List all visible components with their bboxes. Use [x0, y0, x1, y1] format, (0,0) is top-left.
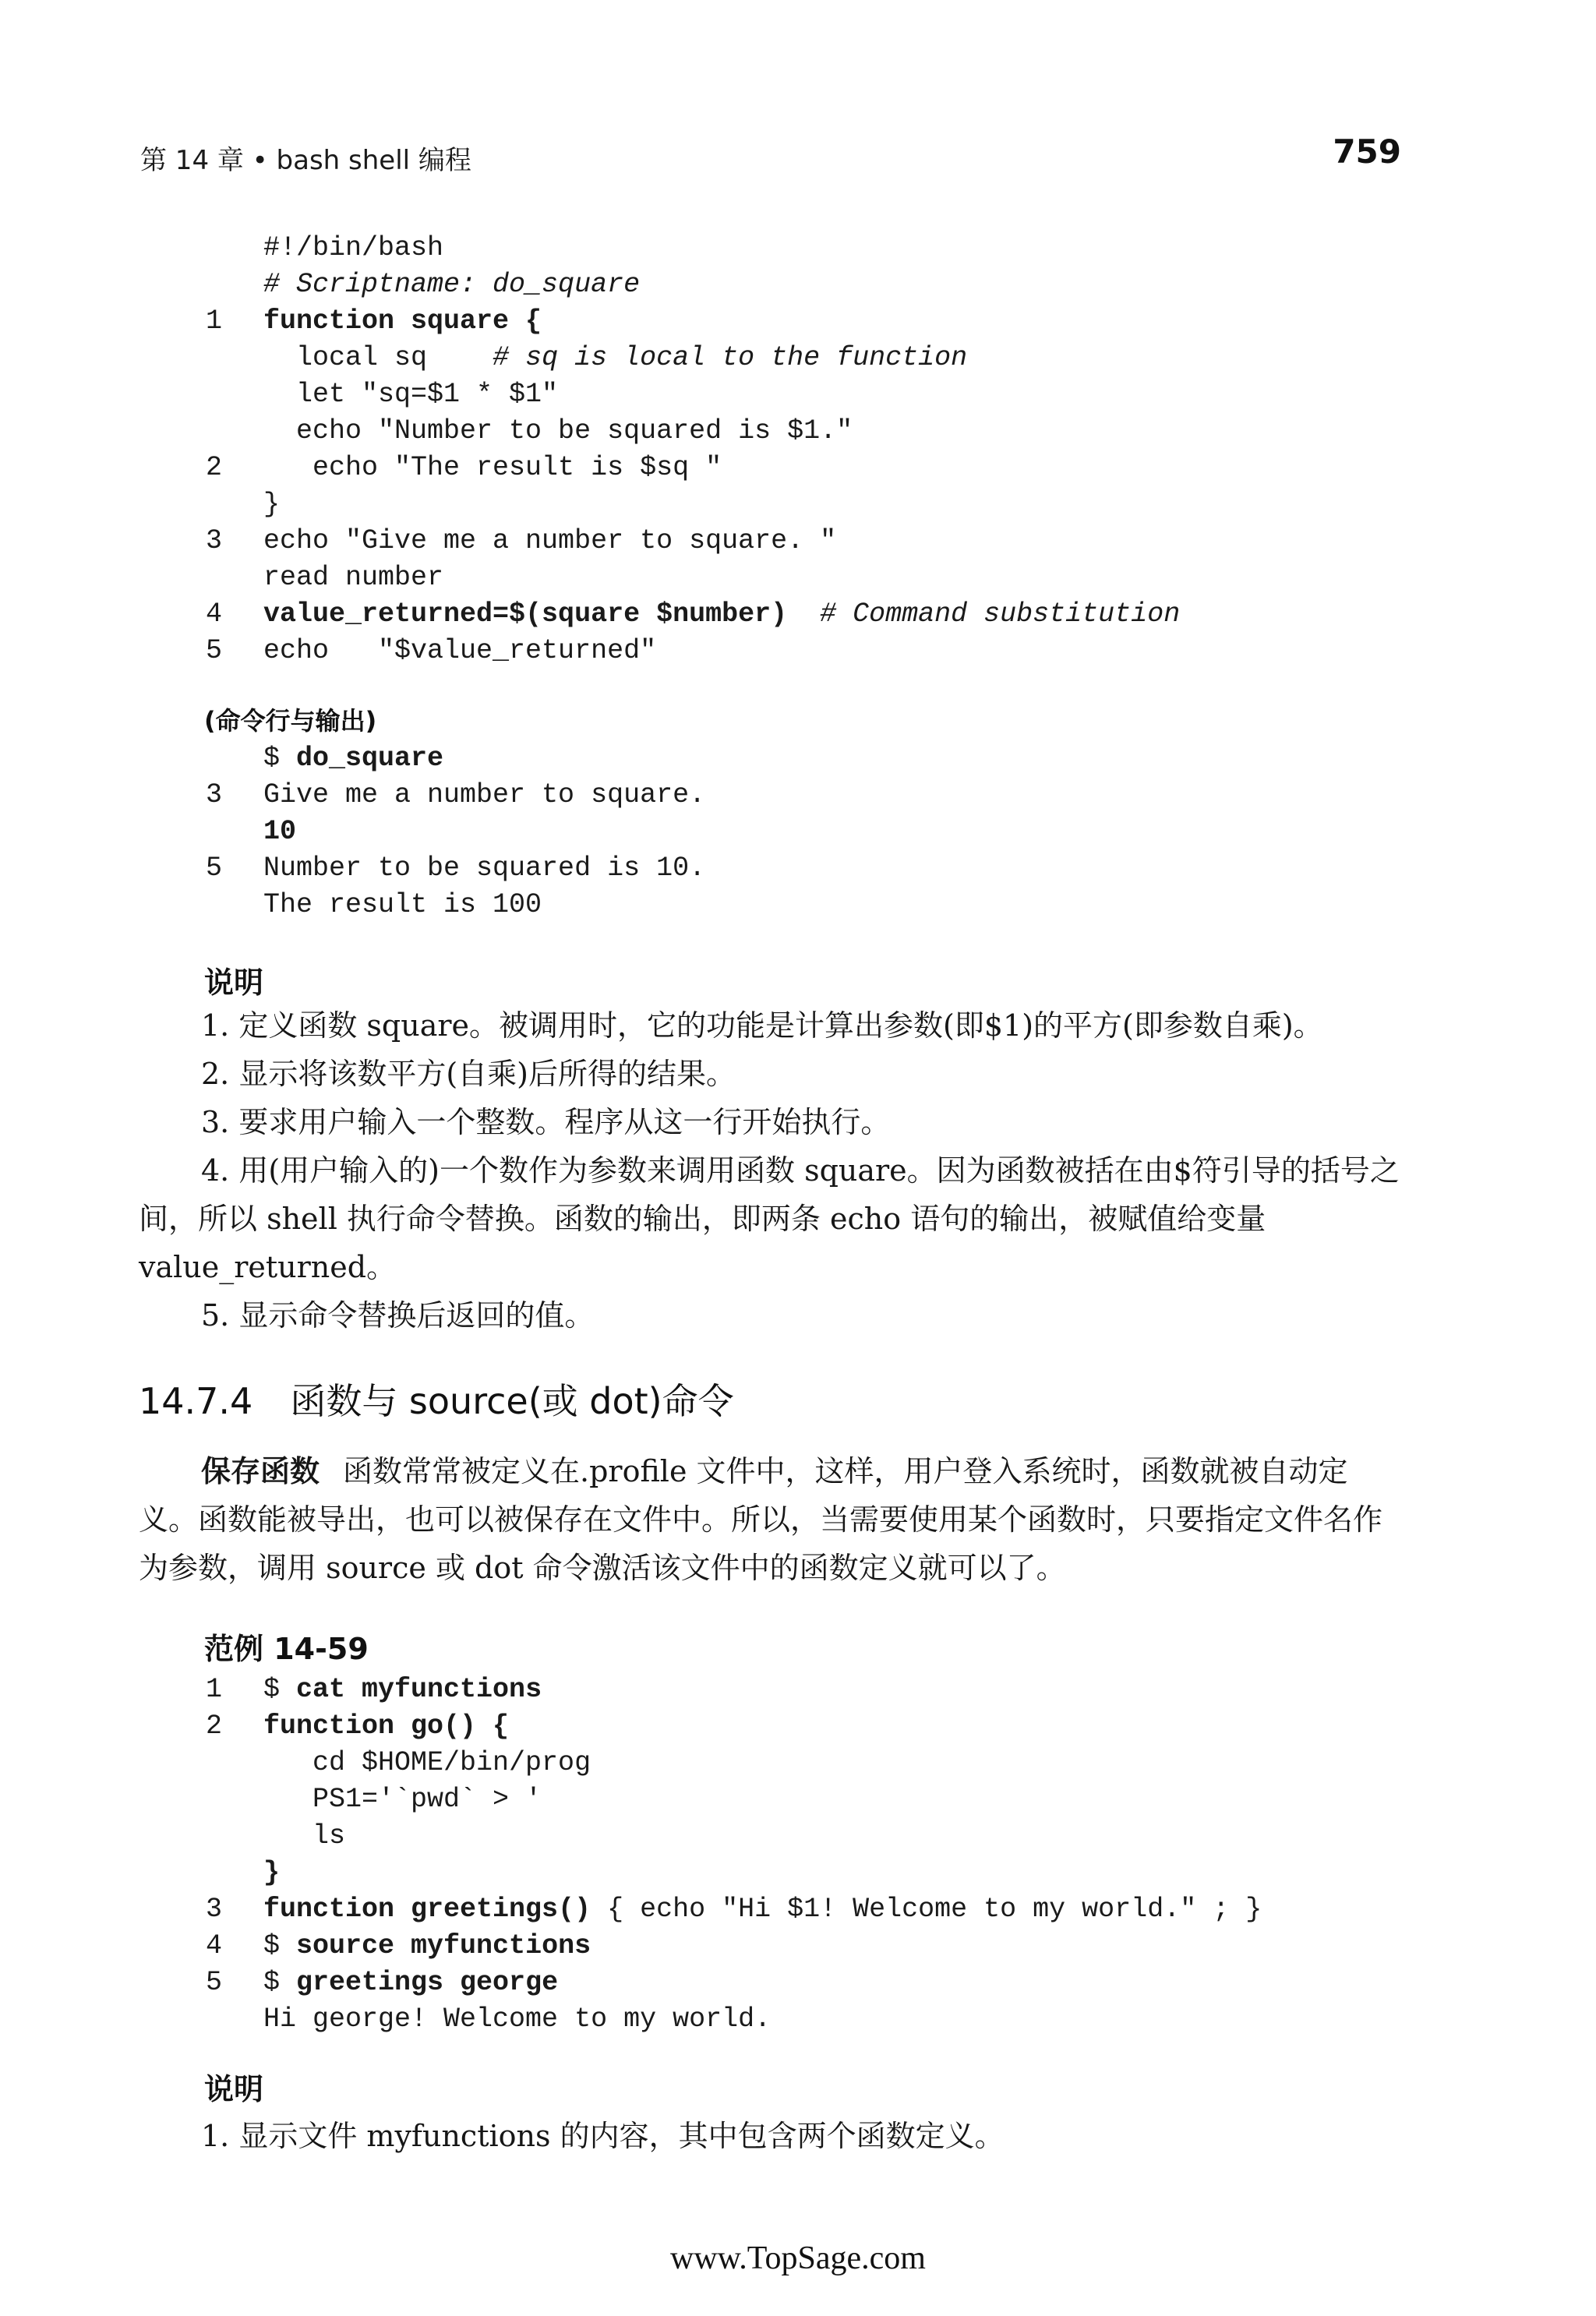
- line-number: 5: [206, 635, 223, 666]
- code-text: echo "The result is $sq ": [263, 452, 722, 483]
- line-number: 1: [206, 1674, 223, 1705]
- code-text: function square {: [263, 305, 542, 337]
- code-line: [0, 340, 1596, 376]
- line-number: 5: [206, 853, 223, 884]
- section-number: 14.7.4: [139, 1380, 253, 1422]
- code-text: PS1='`pwd` > ': [263, 1784, 542, 1815]
- code-listing-myfunctions: [0, 1672, 1596, 2038]
- example-label: 范例 14-59: [204, 1632, 369, 1666]
- code-text: value_returned=$(square $number) # Command substitution: [263, 598, 1181, 630]
- code-line: [0, 777, 1596, 814]
- save-functions-paragraph: [139, 1447, 1403, 1592]
- explanation-item: 2. 显示将该数平方(自乘)后所得的结果。: [201, 1057, 736, 1091]
- code-line: [0, 1672, 1596, 1708]
- code-line: [0, 486, 1596, 523]
- paragraph-text: 函数常常被定义在.profile 文件中，这样，用户登入系统时，函数就被自动定义。函数能被导出，也可以被保存在文件中。所以，当需要使用某个函数时，只要指定文件名作为参数，调用 source 或 dot 命令激活该文件中的函数定义就可以了。: [139, 1454, 1383, 1585]
- code-text: $ do_square: [263, 743, 444, 774]
- line-number: 1: [206, 305, 223, 337]
- code-line: [0, 1928, 1596, 1965]
- code-line: [0, 1891, 1596, 1928]
- code-text: echo "Number to be squared is $1.": [263, 415, 853, 447]
- code-text: Number to be squared is 10.: [263, 853, 706, 884]
- code-line: [0, 596, 1596, 633]
- code-text: Give me a number to square.: [263, 779, 706, 810]
- page-number: 759: [1333, 132, 1401, 171]
- code-text: $ cat myfunctions: [263, 1674, 542, 1705]
- code-text: let "sq=$1 * $1": [263, 379, 559, 410]
- code-line: [0, 740, 1596, 777]
- footer-url: www.TopSage.com: [670, 2240, 926, 2276]
- code-text: ls: [263, 1820, 346, 1852]
- code-line: [0, 413, 1596, 450]
- code-line: [0, 1818, 1596, 1855]
- line-number: 2: [206, 1711, 223, 1742]
- code-line: [0, 1965, 1596, 2001]
- line-number: 4: [206, 1930, 223, 1961]
- code-line: [0, 1708, 1596, 1745]
- code-text: Hi george! Welcome to my world.: [263, 2004, 772, 2035]
- explanation-item: 1. 显示文件 myfunctions 的内容，其中包含两个函数定义。: [201, 2119, 1005, 2153]
- explanation-item: 5. 显示命令替换后返回的值。: [201, 1298, 595, 1333]
- code-line: [0, 267, 1596, 303]
- code-line: [0, 633, 1596, 669]
- code-text: # Scriptname: do_square: [263, 269, 641, 300]
- paragraph-lead: 保存函数: [201, 1454, 320, 1488]
- line-number: 3: [206, 525, 223, 556]
- code-line: [0, 303, 1596, 340]
- code-text: local sq # sq is local to the function: [263, 342, 968, 373]
- line-number: 3: [206, 1894, 223, 1925]
- code-text: read number: [263, 562, 444, 593]
- explanation-heading-2: 说明: [204, 2072, 264, 2106]
- code-text: #!/bin/bash: [263, 232, 444, 263]
- code-line: [0, 1781, 1596, 1818]
- code-line: [0, 376, 1596, 413]
- code-text: $ greetings george: [263, 1967, 559, 1998]
- code-listing-do-square: [0, 230, 1596, 669]
- line-number: 3: [206, 779, 223, 810]
- code-line: [0, 887, 1596, 923]
- code-text: }: [263, 489, 281, 520]
- code-line: [0, 850, 1596, 887]
- code-text: echo "$value_returned": [263, 635, 657, 666]
- code-output: [0, 740, 1596, 923]
- code-line: [0, 523, 1596, 560]
- code-line: [0, 1745, 1596, 1781]
- code-text: cd $HOME/bin/prog: [263, 1747, 591, 1778]
- explanation-item: 1. 定义函数 square。被调用时，它的功能是计算出参数(即$1)的平方(即参数自乘)。: [201, 1008, 1323, 1043]
- code-text: }: [263, 1857, 281, 1888]
- code-line: [0, 230, 1596, 267]
- code-line: [0, 2001, 1596, 2038]
- code-text: $ source myfunctions: [263, 1930, 591, 1961]
- section-title: 函数与 source(或 dot)命令: [290, 1380, 734, 1422]
- explanation-item: 4. 用(用户输入的)一个数作为参数来调用函数 square。因为函数被括在由$符引导的括号之间，所以 shell 执行命令替换。函数的输出，即两条 echo 语句的输出，被赋值给变量 value_returned。: [139, 1153, 1400, 1284]
- line-number: 2: [206, 452, 223, 483]
- output-label: (命令行与输出): [204, 706, 377, 736]
- explanation-list: [139, 1001, 1403, 1340]
- code-text: function greetings() { echo "Hi $1! Welcome to my world." ; }: [263, 1894, 1262, 1925]
- code-line: [0, 560, 1596, 596]
- code-text: echo "Give me a number to square. ": [263, 525, 837, 556]
- code-line: [0, 450, 1596, 486]
- code-line: [0, 814, 1596, 850]
- explanation-item: 3. 要求用户输入一个整数。程序从这一行开始执行。: [201, 1105, 891, 1139]
- line-number: 5: [206, 1967, 223, 1998]
- code-text: function go() {: [263, 1711, 510, 1742]
- explanation-heading: 说明: [204, 966, 264, 1000]
- running-header: 第 14 章 • bash shell 编程: [140, 145, 471, 176]
- code-text: 10: [263, 816, 297, 847]
- code-text: The result is 100: [263, 889, 542, 920]
- explanation-list-2: [139, 2112, 1403, 2160]
- code-line: [0, 1855, 1596, 1891]
- section-heading: [139, 1373, 734, 1425]
- line-number: 4: [206, 598, 223, 630]
